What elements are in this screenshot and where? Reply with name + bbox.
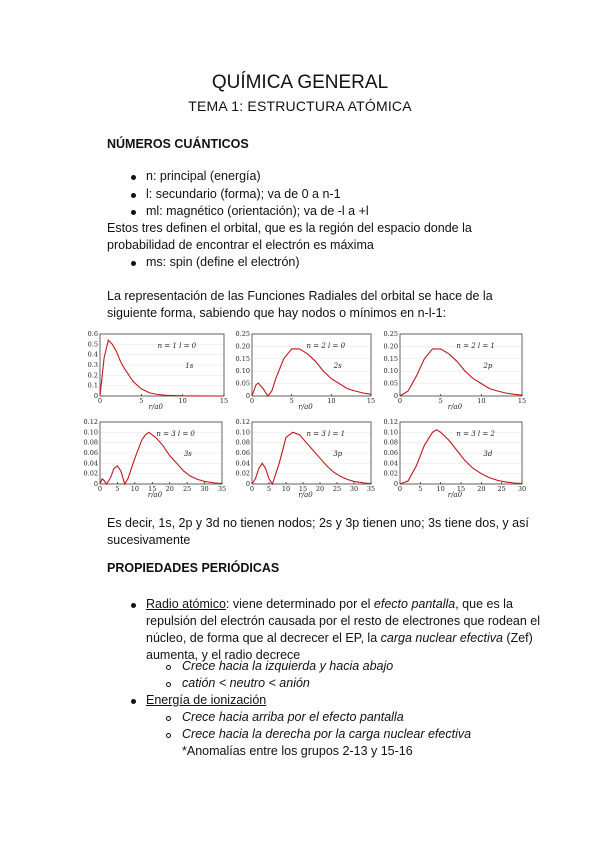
list-item: n: principal (energía) [146,169,261,183]
orbital-label: 2s [333,362,342,370]
y-tick-label: 0.25 [235,330,250,338]
y-tick-label: 0.04 [383,459,398,468]
sub-bullet-circle [166,682,171,687]
radial-plot-1s [80,330,230,415]
y-tick-label: 0.06 [235,449,250,457]
quantum-annotation: n = 2 l = 1 [456,342,495,350]
y-tick-label: 0.1 [87,381,98,390]
y-tick-label: 0.20 [235,342,250,351]
paragraph-line: sucesivamente [107,533,191,547]
x-tick-label: 25 [497,485,506,493]
list-item: Crece hacia la derecha por la carga nuclear efectiva [182,727,472,741]
y-tick-label: 0.12 [383,418,398,426]
y-tick-label: 0.10 [383,428,398,437]
note-text: *Anomalías entre los grupos 2-13 y 15-16 [182,744,413,758]
y-tick-label: 0 [245,392,250,400]
list-item: Crece hacia arriba por el efecto pantalla [182,710,404,724]
radial-plot-2p [380,330,528,415]
radial-plot-3s [80,418,228,503]
x-tick-label: 30 [200,485,209,493]
x-tick-label: 5 [418,485,423,493]
x-tick-label: 15 [456,485,466,493]
list-item: catión < neutro < anión [182,676,310,690]
list-item: l: secundario (forma); va de 0 a n-1 [146,187,341,201]
y-tick-label: 0.05 [383,379,398,388]
y-tick-label: 0.6 [87,330,98,338]
orbital-label: 3s [183,450,192,458]
bullet-dot [131,193,136,198]
ionization-title: Energía de ionización [146,693,267,707]
y-tick-label: 0.25 [383,330,398,338]
x-tick-label: 5 [115,485,120,493]
paragraph-line: Es decir, 1s, 2p y 3d no tienen nodos; 2s y 3p tienen uno; 3s tiene dos, y así [107,516,529,530]
paragraph-line: Estos tres definen el orbital, que es la región del espacio donde la [107,221,472,235]
y-tick-label: 0.02 [383,469,398,478]
bullet-dot [131,261,136,266]
x-tick-label: 25 [183,485,192,493]
x-tick-label: 15 [517,397,527,405]
y-tick-label: 0.5 [87,340,98,349]
y-tick-label: 0.10 [383,367,398,376]
y-tick-label: 0.04 [83,459,98,468]
y-tick-label: 0 [93,480,98,488]
y-tick-label: 0 [245,480,250,488]
x-axis-label: r/a0 [147,491,163,499]
x-tick-label: 35 [217,485,227,493]
list-item: ms: spin (define el electrón) [146,255,300,269]
y-tick-label: 0.08 [235,438,250,447]
x-tick-label: 0 [249,397,255,405]
radial-plot-2s [232,330,377,415]
list-item: Crece hacia la izquierda y hacia abajo [182,659,394,673]
sub-bullet-circle [166,733,171,738]
y-tick-label: 0.15 [235,354,250,363]
radio-line-1: Radio atómico: viene determinado por el efecto pantalla, que es la [146,597,513,611]
radio-title: Radio atómico [146,597,226,611]
y-tick-label: 0.06 [383,449,398,457]
y-tick-label: 0.08 [383,438,398,447]
x-axis-label: r/a0 [148,403,163,411]
y-tick-label: 0 [393,392,398,400]
x-tick-label: 20 [165,485,174,493]
radial-curve [252,349,371,396]
x-tick-label: 10 [327,397,336,405]
paragraph-line: probabilidad de encontrar el electrón es máxima [107,238,374,252]
quantum-annotation: n = 2 l = 0 [306,342,346,350]
x-axis-label: r/a0 [447,403,463,411]
x-tick-label: 5 [438,397,443,405]
x-tick-label: 0 [249,485,255,493]
x-tick-label: 5 [289,397,294,405]
radial-curve [400,349,522,396]
page-title: QUÍMICA GENERAL [211,72,389,93]
y-tick-label: 0.04 [235,459,250,468]
y-tick-label: 0.02 [83,469,98,478]
x-tick-label: 15 [148,485,157,493]
x-axis-label: r/a0 [447,491,463,499]
x-tick-label: 15 [298,485,308,493]
quantum-annotation: n = 1 l = 0 [157,342,197,350]
x-axis-label: r/a0 [298,491,313,499]
x-tick-label: 5 [139,397,144,405]
y-tick-label: 0.2 [87,371,98,380]
x-tick-label: 10 [281,485,291,493]
paragraph-line: La representación de las Funciones Radiales del orbital se hace de la [107,289,493,303]
x-tick-label: 15 [366,397,376,405]
y-tick-label: 0.15 [383,354,398,363]
quantum-annotation: n = 3 l = 2 [456,430,495,438]
x-tick-label: 0 [97,485,103,493]
radial-curve [252,432,371,484]
x-tick-label: 20 [477,485,486,493]
x-tick-label: 5 [266,485,272,493]
y-tick-label: 0.05 [235,379,250,388]
orbital-label: 3d [483,450,493,458]
x-tick-label: 0 [397,397,403,405]
x-tick-label: 10 [178,397,187,405]
x-axis-label: r/a0 [298,403,313,411]
orbital-label: 3p [333,450,343,458]
orbital-label: 2p [483,362,493,370]
list-item: ml: magnético (orientación); va de -l a +l [146,204,369,218]
bullet-dot [131,210,136,215]
x-tick-label: 10 [436,485,445,493]
y-tick-label: 0.4 [87,350,98,359]
quantum-annotation: n = 3 l = 1 [306,430,346,438]
quantum-annotation: n = 3 l = 0 [156,430,195,438]
radial-plot-3d [380,418,528,503]
x-tick-label: 20 [315,485,325,493]
section-heading-quantum-numbers: NÚMEROS CUÁNTICOS [107,137,249,151]
radio-line-3: núcleo, de forma que al decrecer el EP, la carga nuclear efectiva (Zef) [146,631,533,645]
page-subtitle: TEMA 1: ESTRUCTURA ATÓMICA [188,98,412,114]
paragraph-line: siguiente forma, sabiendo que hay nodos o mínimos en n-l-1: [107,306,447,320]
y-tick-label: 0.12 [235,418,250,426]
x-tick-label: 30 [517,485,527,493]
x-tick-label: 30 [349,485,359,493]
y-tick-label: 0.02 [235,469,250,478]
x-tick-label: 15 [219,397,229,405]
y-tick-label: 0.12 [83,418,98,426]
y-tick-label: 0.20 [383,342,398,351]
x-tick-label: 10 [130,485,139,493]
y-tick-label: 0.08 [83,438,98,447]
y-tick-label: 0 [93,392,98,400]
x-tick-label: 0 [97,397,103,405]
y-tick-label: 0.3 [87,361,98,369]
x-tick-label: 10 [477,397,486,405]
y-tick-label: 0.06 [83,449,98,457]
y-tick-label: 0.10 [235,367,250,376]
radial-plot-3p [232,418,377,503]
x-tick-label: 25 [332,485,342,493]
radial-curve [100,432,222,484]
orbital-label: 1s [185,362,194,370]
section-heading-periodic-properties: PROPIEDADES PERIÓDICAS [107,561,280,575]
bullet-dot [131,699,136,704]
x-tick-label: 0 [397,485,403,493]
sub-bullet-circle [166,716,171,721]
paragraph-line: repulsión del electrón causada por el resto de electrones que rodean el [146,614,541,628]
y-tick-label: 0.10 [235,428,250,437]
paragraph-line: aumenta, y el radio decrece [146,648,301,662]
sub-bullet-circle [166,665,171,670]
x-tick-label: 35 [366,485,376,493]
y-tick-label: 0 [393,480,398,488]
bullet-dot [131,603,136,608]
bullet-dot [131,175,136,180]
y-tick-label: 0.10 [83,428,98,437]
